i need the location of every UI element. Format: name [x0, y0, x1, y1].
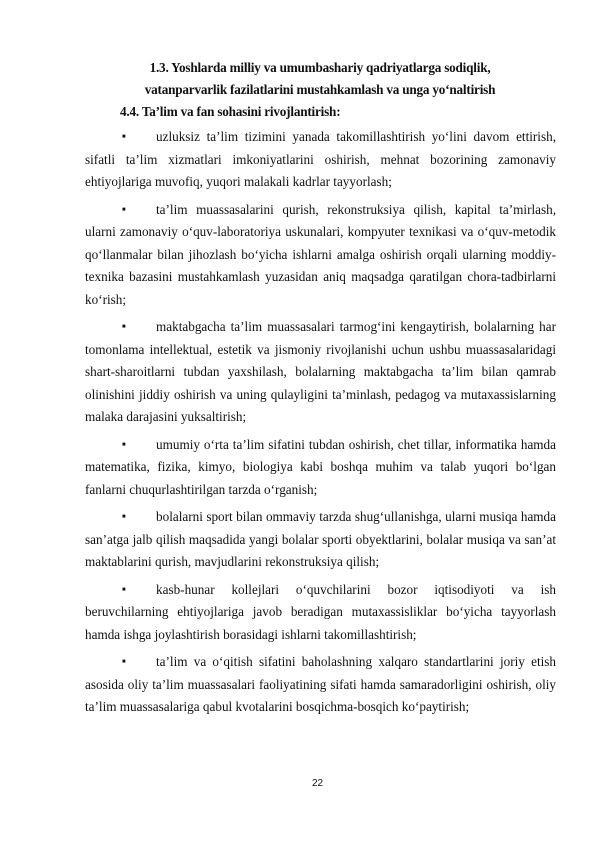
list-item: [85, 199, 556, 312]
bullet-icon: ■: [122, 586, 126, 593]
list-item: [85, 506, 556, 574]
list-item-text: ta’lim muassasalarini qurish, rekonstruksiya qilish, kapital ta’mirlash, ularni zamonaviy o‘quv-laboratoriya uskunalari, kompyuter texnikasi va o‘quv-metodik qo‘llanmalar bilan jihozlash bo‘yicha ishlarni amalga oshirish orqali ularning moddiy-texnika bazasini mustahkamlash yuzasidan aniq maqsadga qaratilgan chora-tadbirlarni ko‘rish;: [85, 201, 556, 307]
list-item: [85, 434, 556, 502]
list-item: [85, 651, 556, 719]
list-item: [85, 316, 556, 429]
bullet-icon: ■: [122, 659, 126, 665]
bullet-list: [85, 126, 556, 724]
bullet-icon: ■: [122, 441, 126, 448]
list-item-text: kasb-hunar kollejlari o‘quvchilarini bozor iqtisodiyoti va ish beruvchilarning ehtiyojlariga javob beradigan mutaxassisliklar bo‘yicha tayyorlash hamda ishga joylashtirish borasidagi ishlarni takomillashtirish;: [85, 581, 556, 642]
list-item: [85, 126, 556, 194]
list-item: [85, 579, 556, 647]
list-item-text: maktabgacha ta’lim muassasalari tarmog‘ini kengaytirish, bolalarning har tomonlama intellektual, estetik va jismoniy rivojlanishi uchun ushbu muassasalaridagi shart-sharoitlarni tubdan yaxshilash, bolalarning maktabgacha ta’lim bilan qamrab olinishini jiddiy oshirish va uning qulayligini ta’minlash, pedagog va mutaxassislarning malaka darajasini yuksaltirish;: [85, 319, 556, 424]
list-item-text: bolalarni sport bilan ommaviy tarzda shug‘ullanishga, ularni musiqa hamda san’atga jalb qilish maqsadida yangi bolalar sporti obyektlarini, bolalar musiqa va san’at maktablarini qurish, mavjudlarini rekonstruksiya qilish;: [85, 509, 556, 569]
bullet-icon: ■: [122, 134, 126, 140]
section-heading-line-2: vatanparvarlik fazilatlarini mustahkamlash va unga yo‘naltirish: [144, 82, 496, 97]
list-item-text: umumiy o‘rta ta’lim sifatini tubdan oshirish, chet tillar, informatika hamda matematika, fizika, kimyo, biologiya kabi boshqa muhim va talab yuqori bo‘lgan fanlarni chuqurlashtirilgan tarzda o‘rganish;: [85, 436, 556, 497]
bullet-icon: ■: [122, 324, 126, 330]
section-heading-line-1: 1.3. Yoshlarda milliy va umumbashariy qadriyatlarga sodiqlik,: [149, 60, 491, 75]
bullet-icon: ■: [122, 514, 126, 520]
list-item-text: ta’lim va o‘qitish sifatini baholashning xalqaro standartlarini joriy etish asosida oliy ta’lim muassasalari faoliyatining sifati hamda samaradorligini oshirish, oliy ta’lim muassasalariga qabul kvotalarini bosqichma-bosqich ko‘paytirish;: [85, 654, 556, 714]
bullet-icon: ■: [122, 206, 126, 213]
subsection-heading: 4.4. Ta’lim va fan sohasini rivojlantirish:: [120, 104, 341, 119]
page-number: 22: [311, 778, 324, 789]
list-item-text: uzluksiz ta’lim tizimini yanada takomillashtirish yo‘lini davom ettirish, sifatli ta’lim xizmatlari imkoniyatlarini oshirish, mehnat bozorining zamonaviy ehtiyojlariga muvofiq, yuqori malakali kadrlar tayyorlash;: [85, 129, 556, 189]
